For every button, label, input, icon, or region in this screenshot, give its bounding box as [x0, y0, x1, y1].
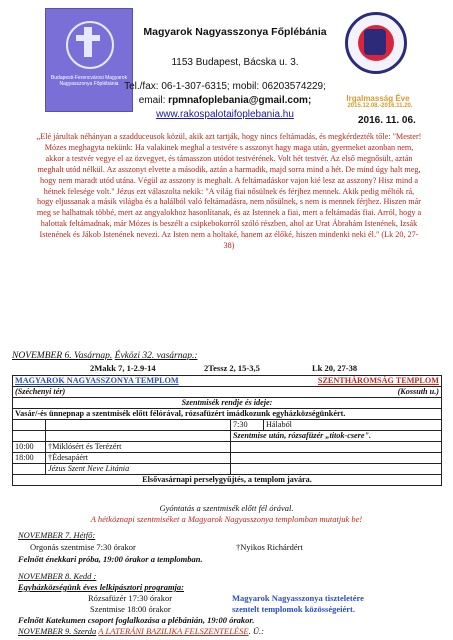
mercy-year-dates: 2015.12.08.-2016.11.20. — [347, 103, 413, 109]
seal-icon — [345, 12, 407, 74]
table-row — [13, 431, 442, 442]
table-row — [13, 409, 442, 420]
tuesday-rosary: Rózsafüzér 17:30 órakor — [88, 593, 173, 603]
contact-block — [120, 80, 330, 122]
monday-intent: †Nyikos Richárdért — [236, 542, 303, 552]
tuesday-note: Felnőtt Katekumen csoport foglalkozása a plébánián, 19:00 órakor. — [18, 615, 255, 625]
table-row — [13, 398, 442, 409]
rosary-note: Vasár/-és ünnepnap a szentmisék előtt félórával, rózsafüzért imádkozunk egyházközségünkért. — [13, 409, 442, 420]
church-left-sub: (Széchenyi tér) — [13, 387, 231, 398]
parish-address: 1153 Budapest, Bácska u. 3. — [171, 57, 299, 68]
confession-note: Gyóntatás a szentmisék előtt fél órával. — [159, 503, 294, 513]
tuesday-heading: NOVEMBER 8. Kedd : — [18, 571, 97, 581]
table-row — [13, 376, 442, 387]
mass-schedule-table — [12, 375, 442, 486]
church-right-sub: (Kossuth u.) — [231, 387, 442, 398]
intent-cell: †Édesapáért — [46, 453, 231, 464]
litany-cell: Jézus Szent Neve Litánia — [46, 464, 231, 475]
email-line: email: rpmnafoplebania@gmail.com; — [138, 95, 312, 106]
church-right: SZENTHÁROMSÁG TEMPLOM — [231, 376, 442, 387]
tuesday-mass: Szentmise 18:00 órakor — [90, 604, 171, 614]
table-row — [13, 464, 442, 475]
intent-cell: Hálaból — [264, 420, 442, 431]
time-cell: 10:00 — [13, 442, 46, 453]
tuesday-intention-2: szentelt templomok közösségeiért. — [232, 604, 355, 614]
time-cell: 7:30 — [231, 420, 264, 431]
table-row — [13, 453, 442, 464]
cross-icon — [84, 27, 92, 57]
tuesday-program: Egyházközségünk éves lelkipásztori programja: — [18, 582, 184, 592]
tuesday-intention-1: Magyarok Nagyasszonya tiszteletére — [232, 593, 364, 603]
intent-cell: †Miklósért és Terézért — [46, 442, 231, 453]
logo-text: Budapesti-Ferencvárosi Magyarok Nagyasszonya Főplébánia — [50, 75, 128, 87]
mercy-year-logo — [340, 12, 408, 92]
sunday-heading: NOVEMBER 6. Vasárnap. Évközi 32. vasárnap.: — [12, 351, 198, 361]
rosary-exchange: Szentmise után, rózsafüzér „titok-csere". — [231, 431, 442, 442]
reading-3: Lk 20, 27-38 — [312, 363, 358, 373]
website-link[interactable]: www.rakospalotaifoplebania.hu — [156, 109, 294, 120]
weekday-note: A hétköznapi szentmiséket a Magyarok Nagyasszonya templomban mutatjuk be! — [90, 514, 363, 524]
table-row — [13, 475, 442, 486]
phone-line: Tel./fax: 06-1-307-6315; mobil: 06203574229; — [124, 81, 326, 92]
time-cell: 18:00 — [13, 453, 46, 464]
mass-order-heading: Szentmisék rendje és ideje: — [13, 398, 442, 409]
reading-2: 2Tessz 2, 15-3,5 — [204, 363, 260, 373]
wednesday-heading: NOVEMBER 9. Szerda A LATERÁNI BAZILIKA FELSZENTELÉSE. Ü.: — [18, 626, 264, 636]
table-row — [13, 442, 442, 453]
monday-heading: NOVEMBER 7. Hétfő: — [18, 530, 96, 540]
mercy-year-title: Irgalmasság Éve — [346, 94, 410, 103]
parish-title: Magyarok Nagyasszonya Főplébánia — [143, 26, 327, 38]
church-left: MAGYAROK NAGYASSZONYA TEMPLOM — [13, 376, 231, 387]
monday-note: Felnőtt énekkari próba, 19:00 órakor a templomban. — [18, 554, 203, 564]
monday-mass: Orgonás szentmise 7:30 órakor — [30, 542, 136, 552]
table-row — [13, 420, 442, 431]
gospel-text: „Elé járultak néhányan a szadduceusok közül, akik azt tartják, hogy nincs feltámadás, és megkérdezték tőle: "Mester! Mózes meghagyta nekünk: Ha valakinek meghal a testvére s asszonyt hagy maga után, gyermeket azonban nem, akkor a testvér vegye el az özvegyet, és támasszon utódot testvérének. Volt hét testvér. Az első megnősült, aztán meghalt utód nélkül. Az asszonyt elvette a második, aztán a harmadik, majd sorra mind a hét. De mind úgy halt meg, hogy nem maradt utód utána. Végül az asszony is meghalt. A feltámadáskor vajon kié lesz az asszony? Hisz mind a hétnek felesége volt." Jézus ezt válaszolta nekik: "A világ fiai nősülnek és férjhez mennek. Akik pedig méltók rá, hogy eljussanak a másik világba és a halálból való feltámadásra, nem nősülnek, s nem is mennek férjhez. Hiszen már meg se halhatnak többé, mert az angyalokhoz hasonlítanak, és az Istennek a fiai, mert a feltámadás fiai. Arról, hogy a halottak feltámadnak, már Mózes is beszélt a csipkebokorról szóló részben, ahol az Urat Ábrahám Istenének, Izsák Istenének és Jákob Istenének nevezi. Az Isten nem a holtaké, hanem az élőké, hiszen mindenki neki él." (Lk 20, 27-38) — [36, 132, 422, 251]
collection-note: Elsővasárnapi perselygyűjtés, a templom javára. — [13, 475, 442, 486]
bulletin-date: 2016. 11. 06. — [358, 115, 416, 126]
reading-1: 2Makk 7, 1-2.9-14 — [90, 363, 156, 373]
table-row — [13, 387, 442, 398]
email-link[interactable]: rpmnafoplebania@gmail.com; — [168, 95, 312, 106]
